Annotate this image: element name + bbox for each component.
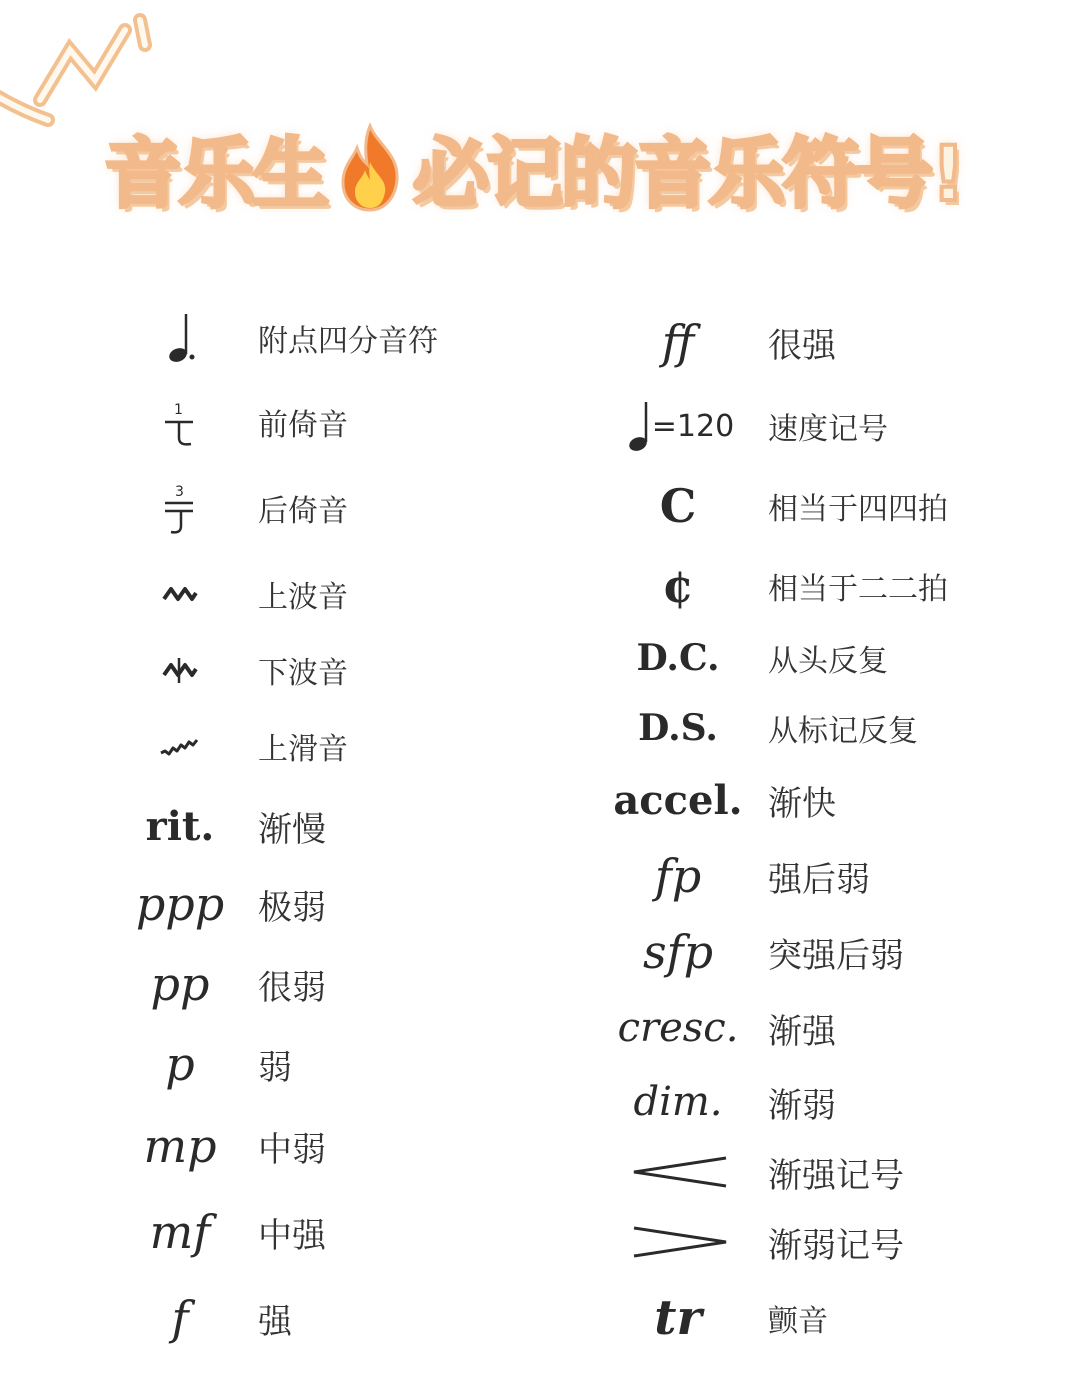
grace-note-before-symbol: [120, 386, 240, 458]
fp-symbol: fp: [654, 849, 702, 903]
lower-mordent-icon: [120, 634, 240, 706]
crescendo-hairpin-icon: [598, 1136, 758, 1208]
symbol-label: 渐慢: [258, 809, 326, 850]
symbol-label: 强后弱: [768, 859, 870, 900]
quarter-note-icon: [622, 396, 652, 456]
symbol-label: 附点四分音符: [258, 324, 438, 359]
symbol-label: 很强: [768, 325, 836, 366]
pp-symbol: pp: [150, 957, 210, 1011]
symbol-label: 后倚音: [258, 494, 348, 529]
ff-symbol: ff: [661, 315, 695, 369]
symbol-label: 中强: [258, 1215, 326, 1256]
dc-symbol: D.C.: [636, 637, 720, 679]
f-symbol: f: [171, 1291, 189, 1345]
ppp-symbol: ppp: [135, 877, 225, 931]
dotted-quarter-note-icon: [120, 302, 240, 374]
symbol-label: 颤音: [768, 1304, 828, 1339]
symbol-label: 相当于二二拍: [768, 572, 948, 607]
tempo-marking: [598, 390, 758, 462]
common-time-symbol: C: [659, 479, 697, 533]
symbol-label: 速度记号: [768, 412, 888, 447]
decrescendo-hairpin-icon: [598, 1206, 758, 1278]
grace-number: 1: [174, 402, 183, 418]
symbol-label: 前倚音: [258, 408, 348, 443]
dim-symbol: dim.: [633, 1079, 723, 1125]
symbol-label: 渐强记号: [768, 1155, 904, 1196]
mp-symbol: mp: [143, 1119, 217, 1173]
title-part-1: 音乐生: [105, 128, 327, 218]
p-symbol: p: [165, 1037, 195, 1091]
symbol-label: 从头反复: [768, 644, 888, 679]
symbol-label: 渐弱: [768, 1085, 836, 1126]
grace-note-after-symbol: [120, 472, 240, 544]
upper-mordent-icon: [120, 558, 240, 630]
sfp-symbol: sfp: [642, 925, 714, 979]
cresc-symbol: cresc.: [617, 1005, 739, 1051]
cut-time-symbol: ¢: [661, 559, 694, 613]
symbol-label: 渐快: [768, 783, 836, 824]
rit-symbol: rit.: [145, 802, 215, 850]
symbol-label: 强: [258, 1301, 292, 1342]
accel-symbol: accel.: [613, 776, 743, 824]
symbol-label: 相当于四四拍: [768, 492, 948, 527]
symbol-label: 上滑音: [258, 732, 348, 767]
symbol-label: 渐弱记号: [768, 1225, 904, 1266]
glissando-icon: [120, 710, 240, 782]
symbol-label: 极弱: [258, 887, 326, 928]
symbol-label: 上波音: [258, 580, 348, 615]
grace-number: 3: [175, 484, 184, 500]
mf-symbol: mf: [149, 1205, 211, 1259]
symbol-label: 从标记反复: [768, 714, 918, 749]
ds-symbol: D.S.: [638, 707, 718, 749]
symbol-label: 渐强: [768, 1011, 836, 1052]
page-title: [105, 112, 964, 222]
symbol-label: 中弱: [258, 1129, 326, 1170]
trill-symbol: tr: [654, 1290, 702, 1346]
symbol-label: 弱: [258, 1047, 292, 1088]
symbol-label: 突强后弱: [768, 935, 904, 976]
symbol-label: 很弱: [258, 967, 326, 1008]
tempo-value: =120: [651, 408, 735, 444]
symbol-label: 下波音: [258, 656, 348, 691]
title-part-2: 必记的音乐符号!: [413, 128, 964, 218]
fire-icon: [335, 122, 405, 212]
